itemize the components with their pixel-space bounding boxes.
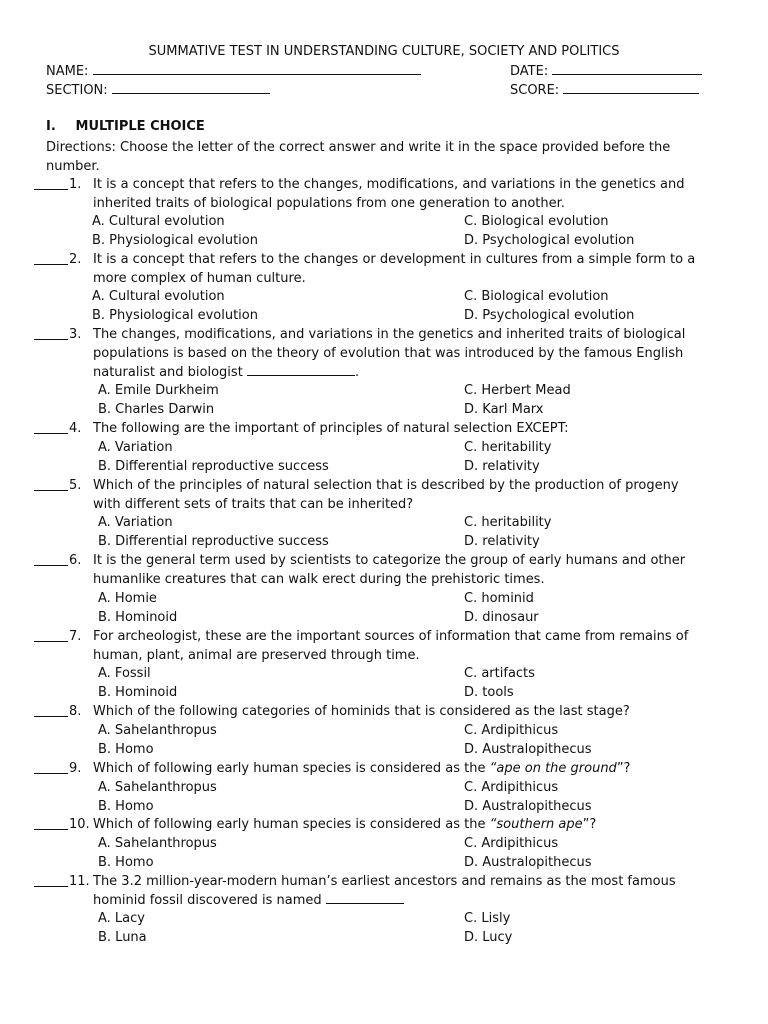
question-stem-emphasis: “ape on the ground [489, 761, 617, 776]
question-number: 11. [69, 874, 90, 889]
option-c: C. heritability [464, 440, 552, 455]
option-b: B. Differential reproductive success [98, 534, 329, 549]
option-b: B. Homo [98, 742, 154, 757]
option-d: D. Karl Marx [464, 402, 544, 417]
question-9 [34, 760, 710, 779]
question-stem [93, 816, 710, 835]
question-stem-emphasis: “southern ape [489, 817, 583, 832]
question-number: 3. [69, 327, 82, 342]
option-c: C. artifacts [464, 666, 535, 681]
option-d: D. Australopithecus [464, 799, 592, 814]
answer-blank[interactable] [34, 251, 68, 265]
option-b: B. Physiological evolution [92, 308, 258, 323]
question-1 [34, 176, 710, 214]
option-a: A. Emile Durkheim [98, 383, 219, 398]
answer-blank[interactable] [34, 552, 68, 566]
directions: Directions: Choose the letter of the correct answer and write it in the space provided before the number. [46, 140, 671, 174]
question-stem: Which of the following categories of hominids that is considered as the last stage? [93, 704, 630, 719]
option-b: B. Homo [98, 799, 154, 814]
section-label: SECTION: [46, 83, 108, 98]
option-c: C. Ardipithicus [464, 836, 559, 851]
question-stem: Which of the principles of natural selection that is described by the production of progeny with different sets of traits that can be inherited? [93, 478, 679, 512]
question-stem-text: Which of following early human species is considered as the [93, 817, 490, 832]
question-5 [34, 477, 710, 515]
question-2 [34, 251, 710, 289]
option-a: A. Cultural evolution [92, 289, 225, 304]
date-blank-line[interactable] [552, 63, 702, 75]
section-number: I. [46, 119, 56, 134]
question-3 [34, 326, 710, 382]
option-b: B. Hominoid [98, 685, 178, 700]
option-c: C. Ardipithicus [464, 780, 559, 795]
option-d: D. Australopithecus [464, 742, 592, 757]
question-number: 1. [69, 177, 82, 192]
option-a: A. Sahelanthropus [98, 836, 217, 851]
option-b: B. Luna [98, 930, 147, 945]
answer-blank[interactable] [34, 873, 68, 887]
option-c: C. Biological evolution [464, 289, 609, 304]
question-number: 2. [69, 252, 82, 267]
score-field [510, 82, 699, 98]
option-a: A. Fossil [98, 666, 151, 681]
question-stem: It is the general term used by scientists to categorize the group of early humans and other humanlike creatures that can walk erect during the prehistoric times. [93, 553, 686, 587]
question-stem: It is a concept that refers to the changes, modifications, and variations in the genetics and inherited traits of biological populations from one generation to another. [93, 177, 685, 211]
question-7 [34, 628, 710, 666]
answer-blank[interactable] [34, 477, 68, 491]
option-b: B. Charles Darwin [98, 402, 215, 417]
option-a: A. Homie [98, 591, 157, 606]
option-d: D. relativity [464, 459, 540, 474]
option-c: C. Lisly [464, 911, 511, 926]
question-stem [93, 873, 710, 911]
score-label: SCORE: [510, 83, 560, 98]
question-stem-text: Which of following early human species is considered as the [93, 761, 490, 776]
option-b: B. Hominoid [98, 610, 178, 625]
fill-in-blank[interactable] [247, 364, 355, 376]
answer-blank[interactable] [34, 176, 68, 190]
name-field [46, 63, 421, 79]
option-c: C. Ardipithicus [464, 723, 559, 738]
fill-in-blank[interactable] [326, 892, 404, 904]
option-d: D. relativity [464, 534, 540, 549]
question-stem: It is a concept that refers to the changes or development in cultures from a simple form to a more complex of human culture. [93, 252, 696, 286]
answer-blank[interactable] [34, 326, 68, 340]
option-b: B. Differential reproductive success [98, 459, 329, 474]
question-6 [34, 552, 710, 590]
question-stem-text: The 3.2 million-year-modern human’s earliest ancestors and remains as the most famous hominid fossil discovered is named [93, 874, 676, 908]
section-title: MULTIPLE CHOICE [75, 119, 205, 134]
section-blank-line[interactable] [112, 82, 270, 94]
question-10 [34, 816, 710, 835]
answer-blank[interactable] [34, 703, 68, 717]
option-c: C. hominid [464, 591, 534, 606]
option-d: D. Psychological evolution [464, 233, 635, 248]
option-a: A. Sahelanthropus [98, 723, 217, 738]
question-stem [93, 326, 710, 382]
page-title: SUMMATIVE TEST IN UNDERSTANDING CULTURE, SOCIETY AND POLITICS [148, 44, 620, 59]
option-d: D. dinosaur [464, 610, 539, 625]
question-number: 5. [69, 478, 82, 493]
name-label: NAME: [46, 64, 89, 79]
option-c: C. Herbert Mead [464, 383, 571, 398]
answer-blank[interactable] [34, 420, 68, 434]
option-d: D. Psychological evolution [464, 308, 635, 323]
score-blank-line[interactable] [563, 82, 699, 94]
option-a: A. Sahelanthropus [98, 780, 217, 795]
section-field [46, 82, 270, 98]
question-number: 8. [69, 704, 82, 719]
question-stem [93, 760, 710, 779]
question-stem-text: The changes, modifications, and variations in the genetics and inherited traits of biological populations is based on the theory of evolution that was introduced by the famous English naturalist and biologist [93, 327, 686, 380]
answer-blank[interactable] [34, 816, 68, 830]
question-11 [34, 873, 710, 911]
question-number: 10. [69, 817, 90, 832]
section-heading [46, 119, 205, 134]
question-number: 6. [69, 553, 82, 568]
question-4 [34, 420, 710, 439]
option-a: A. Lacy [98, 911, 145, 926]
option-c: C. heritability [464, 515, 552, 530]
option-a: A. Variation [98, 440, 173, 455]
answer-blank[interactable] [34, 628, 68, 642]
option-c: C. Biological evolution [464, 214, 609, 229]
question-stem-end: ”? [616, 761, 631, 776]
option-b: B. Homo [98, 855, 154, 870]
question-8 [34, 703, 710, 722]
option-d: D. tools [464, 685, 514, 700]
question-stem: For archeologist, these are the important sources of information that came from remains of human, plant, animal are preserved through time. [93, 629, 689, 663]
date-label: DATE: [510, 64, 549, 79]
name-blank-line[interactable] [93, 63, 421, 75]
question-stem-end: . [354, 364, 360, 380]
date-field [510, 63, 702, 79]
option-d: D. Lucy [464, 930, 513, 945]
option-a: A. Variation [98, 515, 173, 530]
question-number: 7. [69, 629, 82, 644]
question-stem-end: ”? [582, 817, 597, 832]
question-number: 9. [69, 761, 82, 776]
question-number: 4. [69, 421, 82, 436]
option-d: D. Australopithecus [464, 855, 592, 870]
option-a: A. Cultural evolution [92, 214, 225, 229]
question-stem: The following are the important of principles of natural selection EXCEPT: [93, 421, 569, 436]
answer-blank[interactable] [34, 760, 68, 774]
option-b: B. Physiological evolution [92, 233, 258, 248]
